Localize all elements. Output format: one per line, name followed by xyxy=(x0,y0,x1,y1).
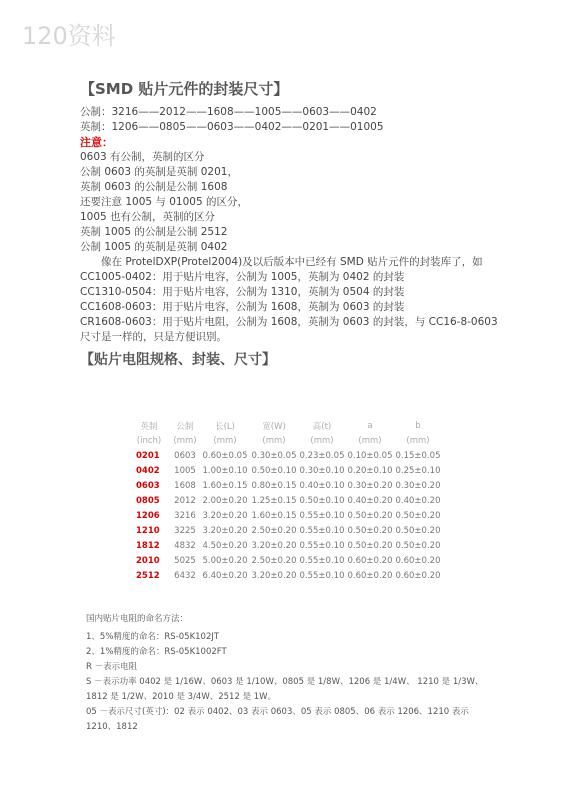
header-cell: 公制 xyxy=(176,421,194,432)
table-cell: 3.20±0.20 xyxy=(251,540,297,551)
table-cell: 2012 xyxy=(174,495,196,506)
table-cell: 0.40±0.10 xyxy=(299,480,345,491)
table-cell: 3.20±0.20 xyxy=(251,570,297,581)
imperial-code-cell: 1812 xyxy=(136,540,160,551)
imperial-code-cell: 2512 xyxy=(136,570,160,581)
imperial-code-cell: 1210 xyxy=(136,525,160,536)
watermark-logo: 120资料 xyxy=(22,22,116,50)
table-cell: 0.55±0.10 xyxy=(299,570,345,581)
note-line: 英制 0603 的公制是公制 1608 xyxy=(80,181,228,193)
table-cell: 0.50±0.10 xyxy=(299,495,345,506)
table-header-row xyxy=(128,418,442,433)
table-row xyxy=(128,568,442,583)
metric-line: 公制：3216——2012——1608——1005——0603——0402 xyxy=(80,106,377,118)
table-cell: 2.00±0.20 xyxy=(202,495,248,506)
table-row xyxy=(128,493,442,508)
table-cell: 0.30±0.10 xyxy=(299,465,345,476)
example-line: CC1608-0603：用于贴片电容，公制为 1608，英制为 0603 的封装 xyxy=(80,301,405,313)
table-cell: 0.60±0.20 xyxy=(347,555,393,566)
unit-cell: (inch) xyxy=(136,435,162,446)
document-body xyxy=(80,78,500,369)
table-cell: 0.55±0.10 xyxy=(299,525,345,536)
table-cell: 1.00±0.10 xyxy=(202,465,248,476)
table-cell: 0.50±0.20 xyxy=(395,540,441,551)
table-cell: 6432 xyxy=(174,570,196,581)
table-cell: 0.55±0.10 xyxy=(299,555,345,566)
header-cell: b xyxy=(415,420,421,431)
table-cell: 0.60±0.05 xyxy=(202,450,248,461)
note-line: 还要注意 1005 与 01005 的区分， xyxy=(80,196,248,208)
table-unit-row xyxy=(128,433,442,448)
note-line: 公制 1005 的英制是英制 0402 xyxy=(80,241,228,253)
table-cell: 0.60±0.20 xyxy=(395,555,441,566)
table-cell: 0.50±0.20 xyxy=(347,540,393,551)
header-cell: a xyxy=(367,420,373,431)
resistor-spec-table xyxy=(128,418,442,583)
table-cell: 0.23±0.05 xyxy=(299,450,345,461)
note-line: 英制 1005 的公制是公制 2512 xyxy=(80,226,228,238)
protel-paragraph: 像在 ProtelDXP(Protel2004)及以后版本中已经有 SMD 贴片元件的封装库了，如 xyxy=(101,256,483,268)
unit-cell: (mm) xyxy=(213,435,237,446)
header-cell: 长(L) xyxy=(215,421,235,432)
table-cell: 0.25±0.10 xyxy=(395,465,441,476)
imperial-line: 英制：1206——0805——0603——0402——0201——01005 xyxy=(80,121,384,133)
table-cell: 0.10±0.05 xyxy=(347,450,393,461)
table-cell: 0.50±0.20 xyxy=(347,510,393,521)
unit-cell: (mm) xyxy=(173,435,197,446)
table-cell: 3.20±0.20 xyxy=(202,510,248,521)
table-cell: 5025 xyxy=(174,555,196,566)
table-row xyxy=(128,463,442,478)
table-cell: 2.50±0.20 xyxy=(251,525,297,536)
table-row xyxy=(128,553,442,568)
table-cell: 4832 xyxy=(174,540,196,551)
table-cell: 0.50±0.20 xyxy=(395,525,441,536)
table-cell: 2.50±0.20 xyxy=(251,555,297,566)
table-row xyxy=(128,478,442,493)
note-line: 公制 0603 的英制是英制 0201， xyxy=(80,166,238,178)
note-label: 注意： xyxy=(80,136,113,149)
imperial-code-cell: 1206 xyxy=(136,510,160,521)
table-cell: 0.55±0.10 xyxy=(299,510,345,521)
note-line: 0603 有公制，英制的区分 xyxy=(80,151,205,163)
imperial-code-cell: 0805 xyxy=(136,495,160,506)
table-cell: 0.50±0.20 xyxy=(347,525,393,536)
header-cell: 宽(W) xyxy=(262,421,286,432)
imperial-code-cell: 0402 xyxy=(136,465,160,476)
header-cell: 英制 xyxy=(140,421,158,432)
table-cell: 0.40±0.20 xyxy=(395,495,441,506)
unit-cell: (mm) xyxy=(262,435,286,446)
table-cell: 0.30±0.20 xyxy=(347,480,393,491)
table-cell: 0.40±0.20 xyxy=(347,495,393,506)
table-cell: 3216 xyxy=(174,510,196,521)
unit-cell: (mm) xyxy=(310,435,334,446)
table-cell: 0.55±0.10 xyxy=(299,540,345,551)
table-cell: 1005 xyxy=(174,465,196,476)
unit-cell: (mm) xyxy=(406,435,430,446)
table-cell: 5.00±0.20 xyxy=(202,555,248,566)
example-line: CR1608-0603：用于贴片电阻，公制为 1608，英制为 0603 的封装，与 CC16-8-0603 尺寸是一样的，只是方便识别。 xyxy=(80,316,498,343)
naming-line: 1、5%精度的命名：RS-05K102JT xyxy=(86,632,220,642)
table-cell: 3.20±0.20 xyxy=(202,525,248,536)
table-body xyxy=(128,448,442,583)
naming-line: S －表示功率 0402 是 1/16W、0603 是 1/10W、0805 是 1/8W、1206 是 1/4W、 1210 是 1/3W、1812 是 1/2W、2010 是 3/4W、2512 是 1W。 xyxy=(86,677,484,702)
table-row xyxy=(128,508,442,523)
table-cell: 1608 xyxy=(174,480,196,491)
naming-section xyxy=(86,612,496,735)
table-cell: 6.40±0.20 xyxy=(202,570,248,581)
header-cell: 高(t) xyxy=(312,421,332,432)
table-cell: 0.30±0.20 xyxy=(395,480,441,491)
example-line: CC1005-0402：用于贴片电容，公制为 1005，英制为 0402 的封装 xyxy=(80,271,405,283)
table-cell: 0.60±0.20 xyxy=(395,570,441,581)
table-cell: 0603 xyxy=(174,450,196,461)
imperial-code-cell: 0603 xyxy=(136,480,160,491)
table-cell: 1.60±0.15 xyxy=(202,480,248,491)
table-cell: 0.20±0.10 xyxy=(347,465,393,476)
table-row xyxy=(128,523,442,538)
table-cell: 0.15±0.05 xyxy=(395,450,441,461)
section-title: 【贴片电阻规格、封装、尺寸】 xyxy=(80,352,276,368)
table-cell: 0.60±0.20 xyxy=(347,570,393,581)
table-cell: 0.50±0.10 xyxy=(251,465,297,476)
table-cell: 0.80±0.15 xyxy=(251,480,297,491)
naming-line: R －表示电阻 xyxy=(86,662,138,672)
table-cell: 0.50±0.20 xyxy=(395,510,441,521)
naming-line: 2、1%精度的命名：RS-05K1002FT xyxy=(86,647,227,657)
table-cell: 1.60±0.15 xyxy=(251,510,297,521)
table-row xyxy=(128,538,442,553)
imperial-code-cell: 0201 xyxy=(136,450,160,461)
naming-line: 05 －表示尺寸(英寸)：02 表示 0402、03 表示 0603、05 表示 0805、06 表示 1206、1210 表示 1210、1812 xyxy=(86,707,469,732)
table-cell: 1.25±0.15 xyxy=(251,495,297,506)
page-title: 【SMD 贴片元件的封装尺寸】 xyxy=(80,80,289,98)
naming-title: 国内贴片电阻的命名方法： xyxy=(86,614,189,624)
imperial-code-cell: 2010 xyxy=(136,555,160,566)
example-line: CC1310-0504：用于贴片电容，公制为 1310，英制为 0504 的封装 xyxy=(80,286,405,298)
table-cell: 0.30±0.05 xyxy=(251,450,297,461)
unit-cell: (mm) xyxy=(358,435,382,446)
table-cell: 3225 xyxy=(174,525,196,536)
note-line: 1005 也有公制，英制的区分 xyxy=(80,211,216,223)
table-row xyxy=(128,448,442,463)
table-cell: 4.50±0.20 xyxy=(202,540,248,551)
